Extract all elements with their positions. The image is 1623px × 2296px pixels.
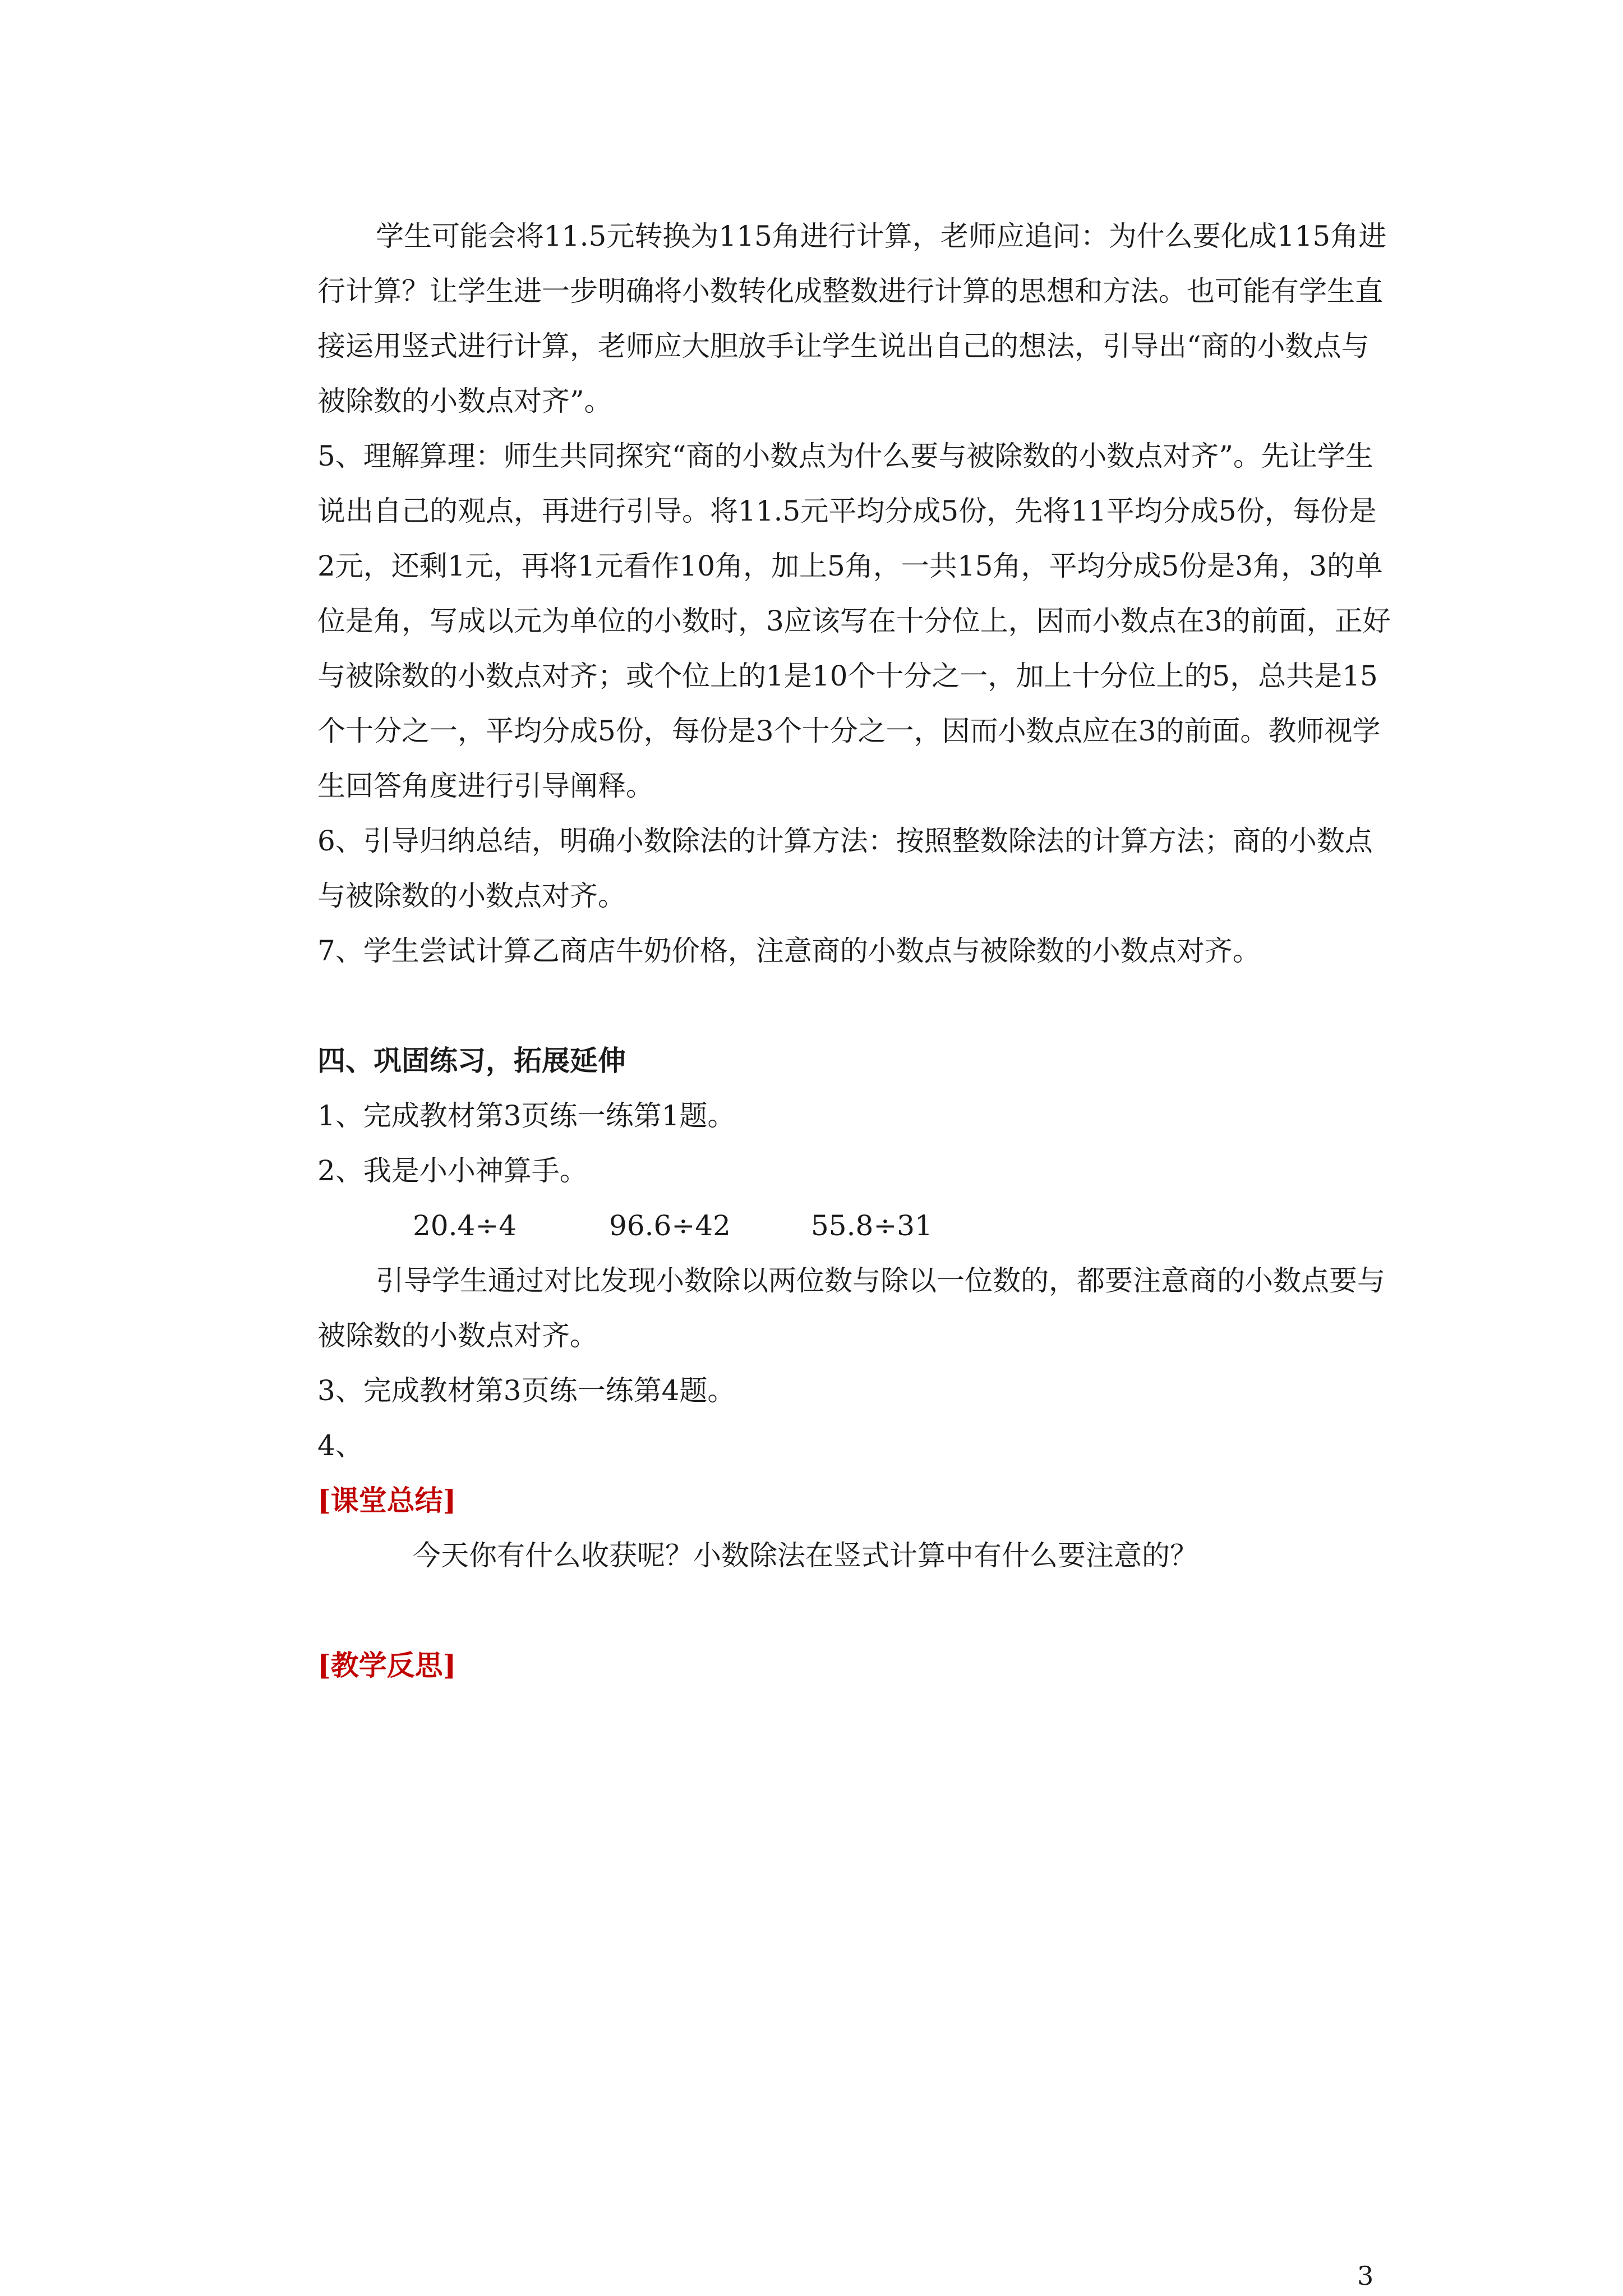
paragraph-student-method: 学生可能会将11.5元转换为115角进行计算，老师应追问：为什么要化成115角进行计算？让学生进一步明确将小数转化成整数进行计算的思想和方法。也可能有学生直接运用竖式进行计算，老师应大胆放手让学生说出自己的想法，引导出“商的小数点与被除数的小数点对齐”。 <box>317 220 1387 417</box>
exercise-item-4: 4、 <box>317 1429 363 1462</box>
paragraph-step-7: 7、学生尝试计算乙商店牛奶价格，注意商的小数点与被除数的小数点对齐。 <box>317 935 1261 967</box>
document-body <box>317 209 1394 1693</box>
formula-1: 20.4÷4 <box>413 1209 517 1242</box>
formula-2: 96.6÷42 <box>609 1209 731 1242</box>
paragraph-step-6: 6、引导归纳总结，明确小数除法的计算方法：按照整数除法的计算方法；商的小数点与被除数的小数点对齐。 <box>317 825 1373 912</box>
reflection-heading: [教学反思] <box>317 1649 457 1682</box>
summary-text: 今天你有什么收获呢？小数除法在竖式计算中有什么要注意的？ <box>413 1539 1198 1572</box>
exercise-note: 引导学生通过对比发现小数除以两位数与除以一位数的，都要注意商的小数点要与被除数的小数点对齐。 <box>317 1264 1385 1352</box>
page-number: 3 <box>1357 2261 1374 2291</box>
formula-row <box>317 1198 1394 1253</box>
summary-heading: [课堂总结] <box>317 1484 457 1517</box>
formula-3: 55.8÷31 <box>811 1209 933 1242</box>
section-4-heading: 四、巩固练习，拓展延伸 <box>317 1044 626 1077</box>
paragraph-step-5: 5、理解算理：师生共同探究“商的小数点为什么要与被除数的小数点对齐”。先让学生说出自己的观点，再进行引导。将11.5元平均分成5份，先将11平均分成5份，每份是2元，还剩1元，再将1元看作10角，加上5角，一共15角，平均分成5份是3角，3的单位是角，写成以元为单位的小数时，3应该写在十分位上，因而小数点在3的前面，正好与被除数的小数点对齐；或个位上的1是10个十分之一，加上十分位上的5，总共是15个十分之一，平均分成5份，每份是3个十分之一，因而小数点应在3的前面。教师视学生回答角度进行引导阐释。 <box>317 440 1391 802</box>
exercise-item-2: 2、我是小小神算手。 <box>317 1154 588 1187</box>
exercise-item-1: 1、完成教材第3页练一练第1题。 <box>317 1099 736 1132</box>
exercise-item-3: 3、完成教材第3页练一练第4题。 <box>317 1374 736 1407</box>
